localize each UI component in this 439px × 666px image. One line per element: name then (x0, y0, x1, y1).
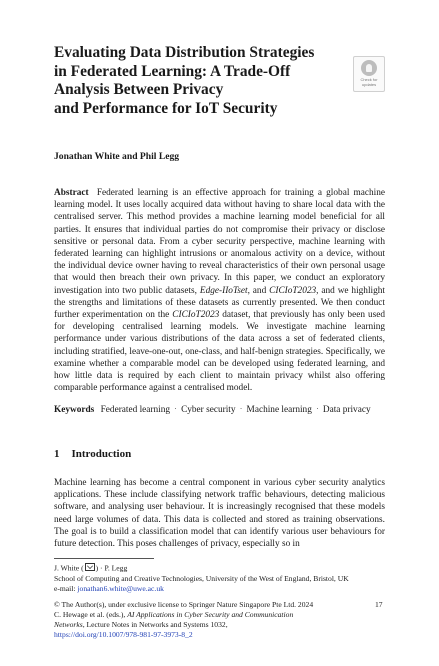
book-title: Networks (54, 620, 83, 629)
title-line: Evaluating Data Distribution Strategies (54, 44, 315, 61)
dataset-name: CICIoT2023 (269, 285, 317, 296)
section-title: Introduction (71, 448, 132, 460)
doi-link[interactable]: https://doi.org/10.1007/978-981-97-3973-8_2 (54, 630, 193, 639)
author-footnote: J. White ( ) · P. Legg School of Computing and Creative Technologies, University of the West of England, Bristol, UK e-mail: jonathan6.white@uwe.ac.uk (54, 563, 394, 594)
check-for-updates-badge[interactable] (353, 56, 385, 92)
introduction-paragraph: Machine learning has become a central component in various cyber security analytics applications. These include classifying network traffic behaviours, detecting malicious software, and analysing user behaviour. It is increasingly recognised that these models need large volumes of data. This data is collected and stored as training observations. The goal is to build a classification model that can identify various user behaviours for future detection. This poses challenges of privacy, especially so in (54, 478, 385, 550)
title-line: and Performance for IoT Security (54, 99, 278, 117)
badge-label: Check for updates (360, 77, 378, 87)
keyword: Federated learning (100, 405, 171, 415)
keyword: Machine learning (246, 405, 312, 415)
keyword-separator: · (174, 405, 177, 413)
copyright-line: © The Author(s), under exclusive license to Springer Nature Singapore Pte Ltd. 2024 (54, 600, 314, 609)
keyword: Cyber security (181, 405, 236, 415)
title-line: in Federated Learning: A Trade-Off (54, 62, 291, 80)
abstract: Abstract Federated learning is an effective approach for training a global machine learning model. It uses locally acquired data without having to share local data with the centralised server. This method provides a machine learning model beneficial for all parties. It ensures that individual parties do not compromise their privacy or disclose sensitive or personal data. From a cyber security perspective, machine learning with federated learning can highlight intrusions or anomalous activity on a device, without the individual device owner having to reveal characteristics of their own personal usage that would then breach their own privacy. In this paper, we conduct an exploratory investigation into two public datasets, Edge-IIoTset, and CICIoT2023, and we highlight the strengths and limitations of these datasets as currently presented. We then conduct further experimentation on the CICIoT2023 dataset, that previously has only been used for developing centralised learning models. We investigate machine learning performance under various distributions of the data across a set of federated clients, including stratified, leave-one-out, one-class, and half-benign strategies. Specifically, we examine whether a comparable model can be developed using federated learning, and how little data is required by each client to maintain privacy whilst also offering comparable performance against a centralised model. (54, 188, 385, 394)
footnote-divider (54, 558, 154, 559)
authors: Jonathan White and Phil Legg (54, 151, 180, 162)
paper-title (54, 44, 354, 118)
page-number: 17 (375, 600, 383, 609)
dataset-name: Edge-IIoTset (199, 285, 248, 296)
keyword-separator: · (316, 405, 319, 413)
publication-info: © The Author(s), under exclusive license to Springer Nature Singapore Pte Ltd. 2024 C. Hewage et al. (eds.), AI Applications in Cyber Security and Communication Networks, Lecture Notes in Networks and Systems 1032, https://doi.org/10.1007/978-981-97-3973-8_2 (54, 600, 385, 640)
keywords-label: Keywords (54, 405, 95, 415)
envelope-icon (85, 563, 95, 571)
section-heading (54, 448, 131, 460)
keywords (54, 405, 371, 415)
title-line: Analysis Between Privacy (54, 81, 224, 98)
keyword: Data privacy (322, 405, 371, 415)
abstract-label: Abstract (54, 188, 89, 198)
dataset-name: CICIoT2023 (172, 310, 220, 321)
affiliation: School of Computing and Creative Technologies, University of the West of England, Bristol, UK (54, 573, 349, 583)
email-link[interactable]: jonathan6.white@uwe.ac.uk (77, 583, 164, 593)
book-title: AI Applications in Cyber Security and Communication (127, 610, 294, 619)
keyword-separator: · (239, 405, 243, 413)
section-number: 1 (54, 448, 60, 460)
bookmark-icon (361, 60, 377, 76)
